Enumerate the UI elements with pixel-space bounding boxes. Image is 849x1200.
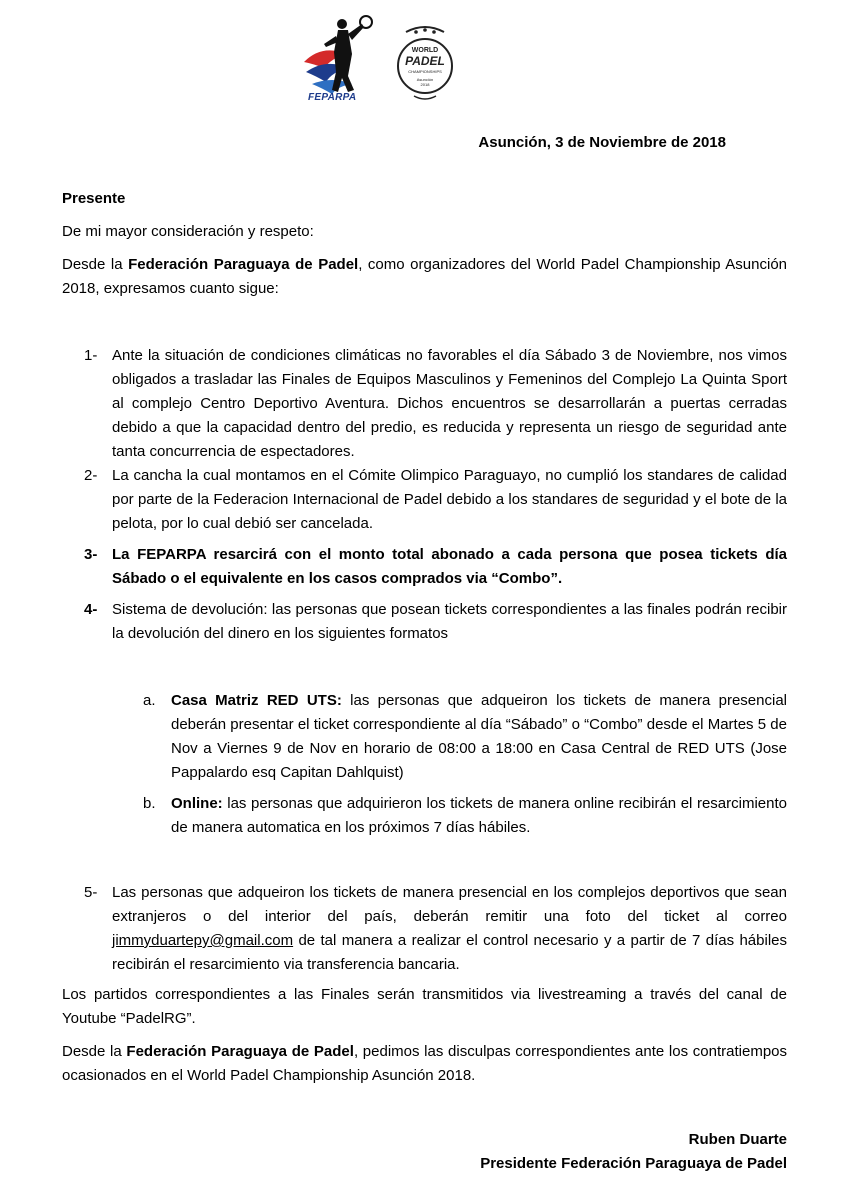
subitem-a-text xyxy=(171,689,787,785)
item-5-text xyxy=(112,881,787,977)
greeting: De mi mayor consideración y respeto: xyxy=(62,223,314,240)
addressee: Presente xyxy=(62,190,126,207)
item-5-number: 5- xyxy=(84,884,98,901)
wpc-line-4: Asunción xyxy=(416,77,434,82)
federation-name: Federación Paraguaya de Padel xyxy=(128,256,359,273)
contact-email-link[interactable]: jimmyduartepy@gmail.com xyxy=(112,932,294,949)
subitem-b-body: las personas que adquirieron los tickets de manera online recibirán el resarcimiento de manera automatica en los próximos 7 días hábiles. xyxy=(171,795,787,836)
item-4-text: Sistema de devolución: las personas que posean tickets correspondientes a las finales podrán recibir la devolución del dinero en los siguientes formatos xyxy=(112,601,787,642)
item-5-text-pre: Las personas que adqueiron los tickets de manera presencial en los complejos deportivos que sean extranjeros o del interior del país, deberán remitir una foto del ticket al correo xyxy=(112,884,787,925)
wpc-line-2: PADEL xyxy=(405,54,445,68)
feparpa-logo-text: FEPARPA xyxy=(308,92,357,103)
item-5-text-post: de tal manera a realizar el control necesario y a partir de 7 días hábiles recibirán el resarcimiento via transferencia bancaria. xyxy=(112,932,787,973)
world-padel-championship-logo xyxy=(396,20,454,104)
signature-title: Presidente Federación Paraguaya de Padel xyxy=(480,1155,787,1172)
wpc-line-1: WORLD xyxy=(411,47,439,54)
intro-text-pre: Desde la xyxy=(62,256,129,273)
apology-paragraph xyxy=(62,1040,787,1088)
livestream-paragraph: Los partidos correspondientes a las Finales serán transmitidos via livestreaming a través del canal de Youtube “PadelRG”. xyxy=(62,986,787,1027)
subitem-a-title: Casa Matriz RED UTS: xyxy=(171,692,342,709)
subitem-b-title: Online: xyxy=(171,795,223,812)
subitem-a-label: a. xyxy=(143,692,156,709)
federation-name-closing: Federación Paraguaya de Padel xyxy=(126,1043,354,1060)
item-4-number: 4- xyxy=(84,601,98,618)
intro-paragraph xyxy=(62,253,787,301)
item-3-number: 3- xyxy=(84,546,98,563)
subitem-a-body: las personas que adqueiron los tickets de manera presencial deberán presentar el ticket correspondiente al día “Sábado” o “Combo” desde el Martes 5 de Nov a Viernes 9 de Nov en horario de 08:00 a 18:00 en Casa Central de RED UTS (Jose Pappalardo esq Capitan Dahlquist) xyxy=(171,692,787,781)
apology-text-post: , pedimos las disculpas correspondientes ante los contratiempos ocasionados en el World Padel Championship Asunción 2018. xyxy=(62,1043,787,1084)
subitem-b-text xyxy=(171,792,787,840)
header-logos xyxy=(298,14,458,104)
wpc-line-3: CHAMPIONSHIPS xyxy=(408,69,442,74)
item-2-number: 2- xyxy=(84,467,98,484)
subitem-b-label: b. xyxy=(143,795,156,812)
apology-text-pre: Desde la xyxy=(62,1043,127,1060)
item-1-number: 1- xyxy=(84,347,98,364)
letter-date: Asunción, 3 de Noviembre de 2018 xyxy=(478,134,726,151)
signature-name: Ruben Duarte xyxy=(688,1131,787,1148)
item-1-text: Ante la situación de condiciones climáticas no favorables el día Sábado 3 de Noviembre, nos vimos obligados a trasladar las Finales de Equipos Masculinos y Femeninos del Complejo La Quinta Sport al complejo Centro Deportivo Aventura. Dichos encuentros se desarrollarán a puertas cerradas debido a que la capacidad dentro del predio, es reducida y representa un riesgo de seguridad ante tanta concurrencia de espectadores. xyxy=(112,347,787,460)
intro-text-post: , como organizadores del World Padel Championship Asunción 2018, expresamos cuanto sigue: xyxy=(62,256,787,297)
wpc-line-5: 2018 xyxy=(420,82,430,87)
item-2-text: La cancha la cual montamos en el Cómite Olimpico Paraguayo, no cumplió los standares de calidad por parte de la Federacion Internacional de Padel debido a los standares de seguridad y el bote de la pelota, por lo cual debió ser cancelada. xyxy=(112,467,787,532)
item-3-text: La FEPARPA resarcirá con el monto total abonado a cada persona que posea tickets día Sábado o el equivalente en los casos comprados via “Combo”. xyxy=(112,546,787,587)
